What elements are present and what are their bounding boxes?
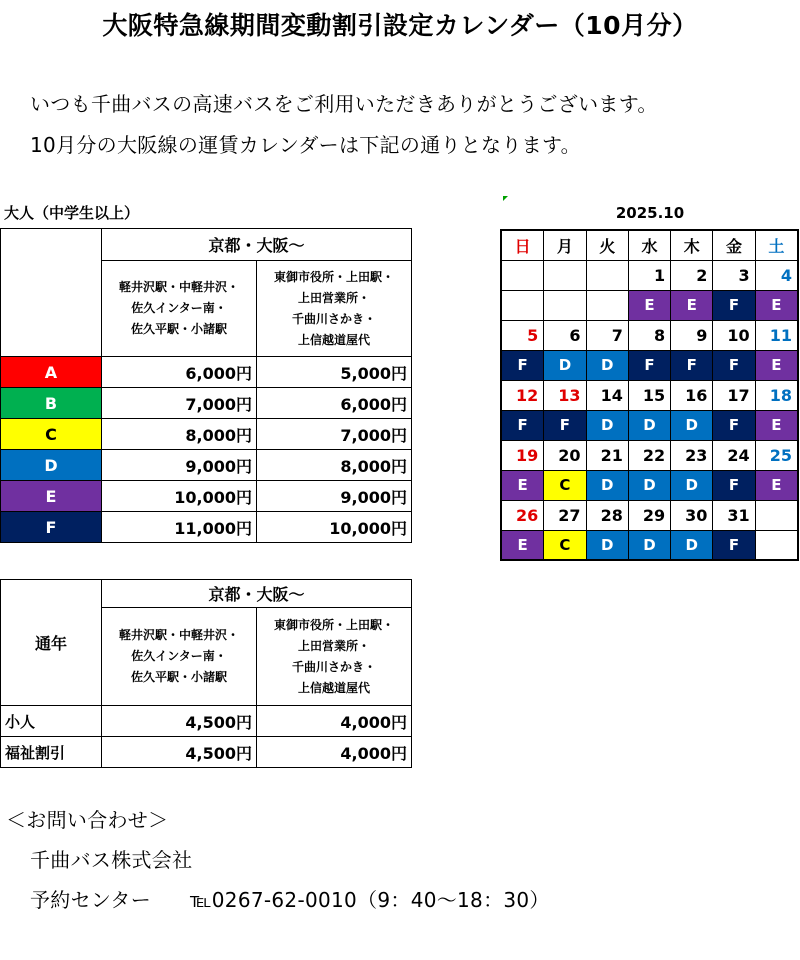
fare-code: F (713, 290, 755, 320)
fare-code: F (628, 350, 670, 380)
calendar-day: 26 (501, 500, 544, 530)
grade-c: C (1, 419, 102, 450)
calendar-day: 11 (755, 320, 798, 350)
fare-code: D (671, 470, 713, 500)
calendar-day: 17 (713, 380, 755, 410)
price: 5,000円 (257, 357, 412, 388)
origin-group-2: 東御市役所・上田駅・ 上田営業所・ 千曲川さかき・ 上信越道屋代 (257, 261, 412, 357)
fare-code: E (755, 350, 798, 380)
annual-row-welfare (1, 737, 412, 768)
fare-code: D (628, 530, 670, 560)
weekday-header: 火 (586, 230, 628, 260)
weekday-header: 土 (755, 230, 798, 260)
cell-marker-icon (503, 196, 508, 201)
fare-code: D (671, 410, 713, 440)
price: 11,000円 (102, 512, 257, 543)
calendar-day: 14 (586, 380, 628, 410)
fare-code: D (671, 530, 713, 560)
fare-code: F (544, 410, 586, 440)
price: 4,000円 (257, 737, 412, 768)
grade-f: F (1, 512, 102, 543)
origin-group-2: 東御市役所・上田駅・ 上田営業所・ 千曲川さかき・ 上信越道屋代 (257, 608, 412, 706)
calendar-day: 20 (544, 440, 586, 470)
price: 10,000円 (102, 481, 257, 512)
calendar-day: 28 (586, 500, 628, 530)
grade-b: B (1, 388, 102, 419)
fare-row-c (1, 419, 412, 450)
weekday-header: 木 (671, 230, 713, 260)
fare-code: E (755, 410, 798, 440)
calendar-day: 27 (544, 500, 586, 530)
calendar-day: 21 (586, 440, 628, 470)
calendar-day: 30 (671, 500, 713, 530)
fare-code: D (586, 350, 628, 380)
calendar-day: 13 (544, 380, 586, 410)
price: 9,000円 (257, 481, 412, 512)
phone-number: ℡0267-62-0010（9：40～18：30） (190, 888, 550, 912)
calendar-day: 31 (713, 500, 755, 530)
price: 7,000円 (257, 419, 412, 450)
origin-group-1: 軽井沢駅・中軽井沢・ 佐久インター南・ 佐久平駅・小諸駅 (102, 261, 257, 357)
fare-code: F (713, 350, 755, 380)
price: 10,000円 (257, 512, 412, 543)
fare-code (586, 290, 628, 320)
fare-code: D (628, 470, 670, 500)
price: 6,000円 (257, 388, 412, 419)
intro-line-1: いつも千曲バスの高速バスをご利用いただきありがとうございます。 (30, 92, 658, 116)
intro-line-2: 10月分の大阪線の運賃カレンダーは下記の通りとなります。 (30, 133, 581, 157)
fare-code: E (628, 290, 670, 320)
dest-header: 京都・大阪～ (102, 229, 412, 261)
calendar-day (586, 260, 628, 290)
calendar-day: 5 (501, 320, 544, 350)
fare-code: D (586, 470, 628, 500)
origin-group-1: 軽井沢駅・中軽井沢・ 佐久インター南・ 佐久平駅・小諸駅 (102, 608, 257, 706)
fare-code: C (544, 530, 586, 560)
fare-code: D (628, 410, 670, 440)
calendar-day: 10 (713, 320, 755, 350)
calendar-day: 29 (628, 500, 670, 530)
fare-code: D (544, 350, 586, 380)
fare-code (501, 290, 544, 320)
calendar-day: 4 (755, 260, 798, 290)
fare-code: D (586, 410, 628, 440)
contact-heading: ＜お問い合わせ＞ (6, 808, 169, 832)
company-name: 千曲バス株式会社 (30, 848, 193, 872)
fare-code: C (544, 470, 586, 500)
fare-code: F (501, 410, 544, 440)
price: 9,000円 (102, 450, 257, 481)
fare-row-e (1, 481, 412, 512)
fare-code: F (713, 470, 755, 500)
calendar-day: 7 (586, 320, 628, 350)
grade-e: E (1, 481, 102, 512)
fare-code: E (671, 290, 713, 320)
dest-header: 京都・大阪～ (102, 580, 412, 608)
calendar-day (501, 260, 544, 290)
price: 4,500円 (102, 706, 257, 737)
fare-code (755, 530, 798, 560)
calendar-day: 16 (671, 380, 713, 410)
fare-code: F (713, 410, 755, 440)
calendar-day: 25 (755, 440, 798, 470)
calendar-day: 24 (713, 440, 755, 470)
price: 8,000円 (102, 419, 257, 450)
calendar-day: 23 (671, 440, 713, 470)
page-title: 大阪特急線期間変動割引設定カレンダー（10月分） (102, 11, 698, 40)
fare-code: E (755, 470, 798, 500)
calendar-day: 9 (671, 320, 713, 350)
calendar-day: 19 (501, 440, 544, 470)
fare-row-b (1, 388, 412, 419)
fare-code: E (501, 530, 544, 560)
calendar-day (755, 500, 798, 530)
adult-fare-table (0, 228, 412, 543)
row-label: 小人 (1, 706, 102, 737)
calendar-title: 2025.10 (615, 204, 685, 222)
calendar-day: 3 (713, 260, 755, 290)
fare-table-corner (1, 229, 102, 357)
fare-row-a (1, 357, 412, 388)
price: 4,500円 (102, 737, 257, 768)
calendar-day: 2 (671, 260, 713, 290)
price: 7,000円 (102, 388, 257, 419)
adult-label: 大人（中学生以上） (4, 204, 140, 222)
annual-label: 通年 (1, 580, 102, 706)
price: 8,000円 (257, 450, 412, 481)
grade-a: A (1, 357, 102, 388)
fare-code: E (755, 290, 798, 320)
weekday-header: 月 (544, 230, 586, 260)
calendar-day: 12 (501, 380, 544, 410)
row-label: 福祉割引 (1, 737, 102, 768)
fare-code: E (501, 470, 544, 500)
weekday-header: 日 (501, 230, 544, 260)
annual-row-child (1, 706, 412, 737)
calendar-day: 22 (628, 440, 670, 470)
fare-code: D (586, 530, 628, 560)
fare-code (544, 290, 586, 320)
calendar-day: 8 (628, 320, 670, 350)
calendar-day: 18 (755, 380, 798, 410)
price: 4,000円 (257, 706, 412, 737)
calendar-day: 15 (628, 380, 670, 410)
calendar-day: 6 (544, 320, 586, 350)
calendar-day (544, 260, 586, 290)
calendar-day: 1 (628, 260, 670, 290)
fare-code: F (501, 350, 544, 380)
fare-row-d (1, 450, 412, 481)
fare-code: F (713, 530, 755, 560)
fare-row-f (1, 512, 412, 543)
grade-d: D (1, 450, 102, 481)
price: 6,000円 (102, 357, 257, 388)
weekday-header: 金 (713, 230, 755, 260)
reservation-center: 予約センター (30, 888, 151, 912)
weekday-header: 水 (628, 230, 670, 260)
fare-calendar (500, 229, 799, 561)
annual-fare-table (0, 579, 412, 768)
fare-code: F (671, 350, 713, 380)
